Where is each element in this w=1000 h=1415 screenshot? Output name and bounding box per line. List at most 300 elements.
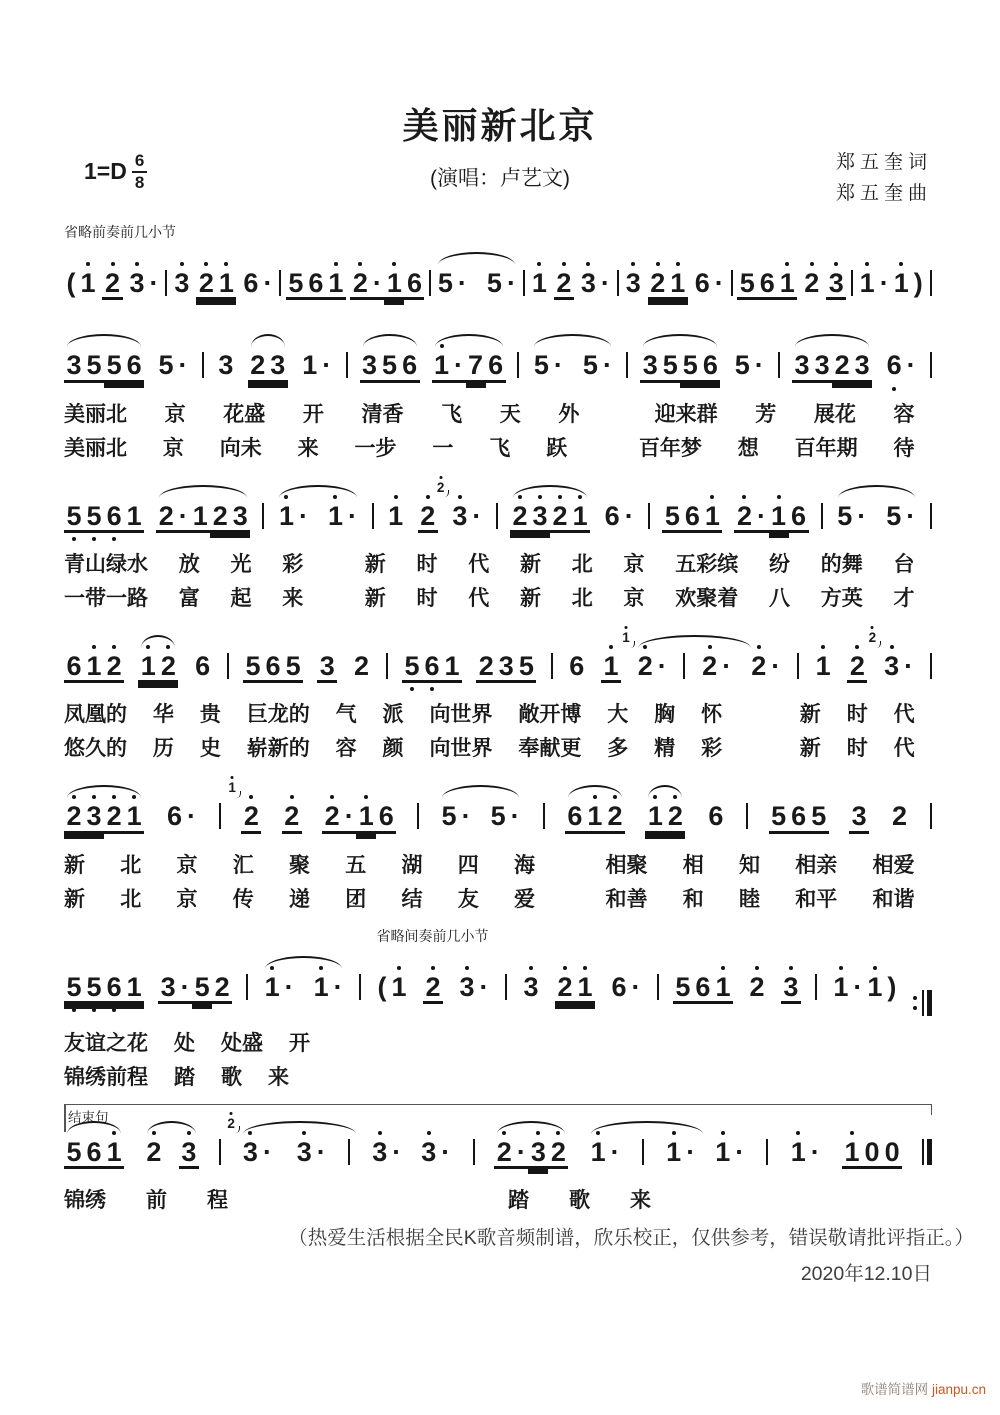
lyric-syllable: 开 <box>302 402 324 426</box>
note-group <box>228 780 261 833</box>
note-group <box>567 652 587 680</box>
note: 1 <box>432 351 452 382</box>
lyric-syllable: 代 <box>893 703 915 727</box>
note-group <box>156 502 250 533</box>
note: 1 <box>588 1138 608 1166</box>
lyric-syllable: 凤凰的 <box>64 703 127 727</box>
note: 3 <box>578 269 598 297</box>
note: · <box>657 651 667 682</box>
lyric-syllable: 美丽北 <box>64 436 127 460</box>
lyric-syllable: 的舞 <box>820 553 863 577</box>
note: 2 <box>892 801 908 832</box>
notation-line <box>64 1111 932 1181</box>
note: ( <box>377 971 387 1002</box>
lyric-syllable: 北 <box>120 887 142 911</box>
note-group <box>831 973 899 1001</box>
note: 2 <box>156 502 176 533</box>
note: 3 <box>230 502 250 533</box>
note: 5 <box>809 802 829 833</box>
lyric-syllable: 百年梦 <box>638 436 702 460</box>
lyric-syllable: 容 <box>335 737 357 761</box>
note: · <box>149 268 159 298</box>
lyric-syllable: 来 <box>282 587 304 611</box>
note: 5 <box>84 502 104 533</box>
note: 1 <box>78 269 98 297</box>
note-group <box>317 652 337 683</box>
note-group <box>282 802 302 833</box>
note: ( <box>66 268 76 298</box>
barline <box>821 503 823 529</box>
notation-line <box>64 324 932 394</box>
coda-bracket <box>64 1104 932 1125</box>
note: · <box>754 350 764 381</box>
lyric-syllable: 锦绣前程 <box>64 1065 148 1089</box>
note: · <box>714 268 724 298</box>
lyric-syllable: 歌 <box>221 1065 242 1089</box>
barline <box>683 653 685 679</box>
lyric-syllable: 京 <box>164 402 186 426</box>
lyric-syllable: 颜 <box>382 737 404 761</box>
note: 3 <box>792 351 812 382</box>
note: 6 <box>486 351 506 382</box>
note-group <box>835 502 918 530</box>
note: · <box>262 1136 272 1167</box>
lyric-syllable: 歌 <box>569 1189 590 1213</box>
note: · <box>553 350 563 381</box>
note: 6 <box>306 269 326 300</box>
note: 3 <box>172 269 192 297</box>
note: · <box>506 268 516 298</box>
system-line <box>64 775 932 913</box>
note: · <box>348 500 357 531</box>
lyric-syllable: 团 <box>345 887 367 911</box>
note-group <box>521 973 541 1001</box>
note: 1 <box>769 502 789 533</box>
note: 2 <box>418 502 438 533</box>
lyric-syllable: 京 <box>623 553 645 577</box>
lyric-syllable: 新 <box>64 887 85 911</box>
barline <box>523 270 525 296</box>
lyric-syllable: 气 <box>335 703 357 727</box>
note: 5 <box>158 350 174 381</box>
note-group <box>165 802 199 830</box>
note: · <box>904 651 914 682</box>
note-group <box>510 502 590 533</box>
note: 2 <box>282 802 302 833</box>
lyric-syllable: 彩 <box>282 553 304 577</box>
note-group <box>439 802 522 830</box>
note: 1 <box>389 973 409 1001</box>
note: 1 <box>865 973 885 1001</box>
note-group <box>158 973 232 1004</box>
lyric-syllable: 怀 <box>701 703 723 727</box>
note-group <box>884 351 918 379</box>
note: 5 <box>283 652 303 683</box>
lyric-syllable: 方英 <box>820 587 863 611</box>
note: 5 <box>680 351 700 382</box>
lyric-syllable: 新 <box>520 553 541 577</box>
note: 5 <box>64 502 84 533</box>
lyrics-line <box>64 886 915 914</box>
note-group <box>64 502 144 533</box>
note: 5 <box>660 351 680 382</box>
lyric-syllable: 新 <box>364 553 386 577</box>
lyrics-line <box>64 1064 932 1092</box>
note: 3 <box>457 973 477 1001</box>
note: 1 <box>842 1138 862 1169</box>
lyric-syllable: 处 <box>174 1031 195 1055</box>
note: 3 <box>882 652 902 680</box>
note: 1 <box>891 269 911 297</box>
barline <box>359 974 361 1000</box>
song-title: 美丽新北京 <box>402 105 598 146</box>
note: 5 <box>402 652 422 683</box>
note: 1 <box>529 269 549 297</box>
lyric-syllable: 来 <box>630 1189 651 1213</box>
lyric-syllable: 悠久的 <box>64 737 127 761</box>
note: 2 <box>734 502 754 533</box>
note: 1 <box>104 1138 124 1169</box>
grace-note: 1 <box>228 780 236 796</box>
lyric-syllable: 海 <box>514 853 535 877</box>
note: 3 <box>268 351 288 382</box>
lyric-syllable: 派 <box>382 703 404 727</box>
note: 2 <box>635 652 655 680</box>
performer-credit: (演唱：卢艺文) <box>430 167 570 190</box>
barline <box>348 1139 350 1165</box>
note: 3 <box>360 351 380 382</box>
system-line <box>64 1104 932 1215</box>
note: · <box>298 500 308 531</box>
note-group <box>262 973 345 1001</box>
grace-note: 2 <box>436 479 445 495</box>
note: 5 <box>84 351 104 382</box>
lyric-syllable: 放 <box>178 553 200 577</box>
note-group <box>648 269 688 300</box>
barline <box>648 503 650 529</box>
note: 1 <box>325 502 345 530</box>
note: 6 <box>404 269 424 300</box>
barline <box>429 270 431 296</box>
note: 6 <box>104 502 124 533</box>
note: 3 <box>781 973 801 1004</box>
lyric-syllable: 精 <box>654 737 676 761</box>
grace-note: 2 <box>868 630 877 646</box>
note: 6 <box>195 651 211 682</box>
system-line <box>64 222 932 312</box>
note: 2 <box>64 802 84 833</box>
note: · <box>735 1136 745 1167</box>
note-group <box>601 652 621 683</box>
note: 6 <box>682 502 702 533</box>
note: 5 <box>886 500 902 531</box>
note: 6 <box>400 351 420 382</box>
lyric-syllable: 外 <box>558 402 580 426</box>
note: · <box>686 1136 696 1167</box>
transcription-note: （热爱生活根据全民K歌音频制谱，欣乐校正，仅供参考，错误敬请批评指正。） <box>288 1227 974 1249</box>
grace-note: 2 <box>227 1115 235 1131</box>
lyric-syllable: 来 <box>268 1065 289 1089</box>
note: · <box>853 971 863 1002</box>
note: · <box>602 350 612 381</box>
note: 1 <box>276 502 296 530</box>
note-group <box>700 652 783 680</box>
note-group <box>350 269 424 300</box>
notation-line <box>64 946 932 1024</box>
note: 2 <box>476 652 496 683</box>
lyric-syllable: 汇 <box>232 853 254 877</box>
note: 5 <box>84 973 104 1004</box>
note: 5 <box>64 973 84 1004</box>
note: 2 <box>494 1138 514 1169</box>
note: 2 <box>847 652 867 683</box>
note-group <box>640 351 720 382</box>
note: 3 <box>64 351 84 382</box>
lyric-syllable: 北 <box>571 553 593 577</box>
note: 3 <box>528 1138 548 1169</box>
note: · <box>461 801 471 832</box>
lyric-syllable: 知 <box>739 853 760 877</box>
note: 1 <box>570 502 590 533</box>
note-group <box>734 502 808 533</box>
note-group <box>792 351 872 382</box>
note-group <box>555 973 595 1004</box>
note-group <box>64 351 144 382</box>
lyric-syllable: 贵 <box>199 703 221 727</box>
barline <box>617 270 619 296</box>
lyric-syllable: 欢聚着 <box>675 587 739 611</box>
lyrics-line <box>64 401 915 429</box>
lyric-syllable: 台 <box>893 553 915 577</box>
note: ) <box>913 268 923 298</box>
note: 5 <box>243 652 263 683</box>
lyric-syllable: 花盛 <box>223 402 266 426</box>
lyric-syllable: 时 <box>416 587 438 611</box>
note: 6 <box>64 652 84 683</box>
note: · <box>600 268 610 298</box>
note: · <box>176 502 190 533</box>
note-group <box>673 973 733 1004</box>
note: 3 <box>623 269 643 297</box>
note: · <box>510 801 520 832</box>
lyric-syllable: 相聚 <box>605 853 648 877</box>
note: · <box>722 651 732 682</box>
lyric-syllable: 八 <box>769 587 790 611</box>
lyric-syllable: 容 <box>893 402 915 426</box>
note: 1 <box>326 269 346 300</box>
note: 1 <box>585 802 605 833</box>
final-barline <box>922 1139 932 1165</box>
note: 1 <box>384 269 404 300</box>
note: 3 <box>179 1138 199 1169</box>
barline <box>417 803 419 829</box>
lyric-syllable: 京 <box>176 853 198 877</box>
note: · <box>879 268 889 298</box>
lyric-syllable: 五 <box>345 853 367 877</box>
lyric-syllable: 迎来群 <box>654 402 718 426</box>
note: 1 <box>831 973 851 1001</box>
note: 1 <box>124 802 144 833</box>
note-group <box>842 1138 902 1169</box>
barline <box>202 352 204 378</box>
notation-systems <box>64 222 932 1227</box>
note-group <box>436 479 484 531</box>
note: 2 <box>158 652 178 683</box>
note: 2 <box>102 269 122 300</box>
note-group <box>102 269 122 300</box>
note: 2 <box>648 269 668 300</box>
note-group <box>578 269 612 297</box>
note-group <box>248 351 288 382</box>
lyric-syllable: 五彩缤 <box>675 553 739 577</box>
note: 3 <box>812 351 832 382</box>
notation-line <box>64 242 932 312</box>
note: 6 <box>789 502 809 533</box>
note: 3 <box>218 350 234 381</box>
note: 3 <box>826 269 846 300</box>
note: 1 <box>713 1138 733 1166</box>
section-label: 省略前奏前几小节 <box>64 224 176 240</box>
note-group <box>664 1138 747 1166</box>
note: 1 <box>713 973 733 1004</box>
note: 2 <box>144 1138 164 1166</box>
date: 2020年12.10日 <box>800 1263 932 1285</box>
note-group <box>144 1138 199 1169</box>
lyric-syllable: 来 <box>297 436 319 460</box>
lyric-syllable: 新 <box>799 737 821 761</box>
note: 6 <box>693 973 713 1004</box>
note-group <box>662 502 722 533</box>
lyrics-line <box>64 852 915 880</box>
barline <box>930 352 932 378</box>
note-group <box>276 502 359 530</box>
barline <box>930 270 932 296</box>
note-group <box>622 630 669 682</box>
note: 2 <box>554 269 574 300</box>
lyric-syllable: 结 <box>401 887 423 911</box>
note: 2 <box>548 1138 568 1169</box>
note-group <box>602 502 636 530</box>
system-line <box>64 324 932 462</box>
lyric-syllable: 芳 <box>755 402 777 426</box>
note: · <box>342 802 356 833</box>
note-group <box>890 802 910 830</box>
meter-numerator: 6 <box>132 152 147 173</box>
note: · <box>441 1136 451 1167</box>
note: 3 <box>84 802 104 833</box>
lyric-syllable: 相亲 <box>795 853 838 877</box>
note: 6 <box>700 351 720 382</box>
note: 3 <box>370 1138 390 1166</box>
note-group <box>216 351 236 379</box>
note: 5 <box>490 801 506 832</box>
note: · <box>755 502 769 533</box>
note: 1 <box>124 502 144 533</box>
note-group <box>172 269 192 297</box>
note: · <box>472 500 482 531</box>
note-group <box>375 973 409 1001</box>
note-group <box>435 269 518 297</box>
note: 1 <box>664 1138 684 1166</box>
note: 6 <box>757 269 777 300</box>
section-label: 省略间奏前几小节 <box>376 927 489 944</box>
note: · <box>514 1138 528 1169</box>
lyric-syllable: 友谊之花 <box>64 1031 148 1055</box>
note-group <box>692 269 726 297</box>
note-group <box>747 973 767 1001</box>
barline <box>165 270 167 296</box>
barline <box>642 1139 644 1165</box>
note-group <box>196 269 236 300</box>
note-group <box>300 351 334 379</box>
note: 3 <box>294 1138 314 1166</box>
note: 1 <box>777 269 797 300</box>
watermark-site-name: 歌谱简谱网 <box>860 1382 929 1397</box>
lyric-syllable: 待 <box>893 436 915 460</box>
note-group <box>423 973 443 1004</box>
note-group <box>294 1138 328 1166</box>
note-group <box>127 269 161 297</box>
note: 2 <box>550 502 570 533</box>
note: · <box>284 971 294 1002</box>
lyric-syllable: 向未 <box>219 436 262 460</box>
lyric-syllable: 京 <box>162 436 184 460</box>
note: 2 <box>665 802 685 833</box>
note: · <box>187 801 197 832</box>
lyric-syllable: 想 <box>737 436 759 460</box>
note: · <box>316 1136 326 1167</box>
note: 1 <box>216 269 236 300</box>
note: 1 <box>601 652 621 683</box>
notation-line <box>64 775 932 845</box>
note-group <box>64 802 144 833</box>
note: 5 <box>441 801 457 832</box>
note-group <box>645 802 685 833</box>
note: 2 <box>510 502 530 533</box>
lyric-syllable: 起 <box>230 587 252 611</box>
lyric-syllable: 和 <box>682 887 704 911</box>
note: 1 <box>311 973 331 1001</box>
lyric-syllable: 史 <box>199 737 221 761</box>
lyric-syllable: 一步 <box>354 436 397 460</box>
note: 1 <box>442 652 462 683</box>
note-group <box>554 269 574 300</box>
lyric-syllable: 历 <box>152 737 174 761</box>
note: 2 <box>196 269 216 300</box>
note-group <box>418 502 438 533</box>
lyric-syllable: 新 <box>64 853 85 877</box>
barline <box>551 653 553 679</box>
barline <box>279 270 281 296</box>
barline <box>778 352 780 378</box>
lyric-syllable: 代 <box>468 587 490 611</box>
note: ) <box>887 971 897 1002</box>
notation-line <box>64 625 932 695</box>
note-group <box>386 502 406 530</box>
barline <box>219 803 221 829</box>
note-group <box>494 1138 568 1169</box>
note: 5 <box>104 351 124 382</box>
lyric-syllable: 敞开博 <box>518 703 582 727</box>
note: 1 <box>788 1138 808 1166</box>
note: 3 <box>640 351 660 382</box>
lyric-syllable: 时 <box>416 553 438 577</box>
note: · <box>178 973 192 1004</box>
barline <box>930 503 932 529</box>
note: 1 <box>645 802 665 833</box>
watermark-url-link[interactable]: jianpu.cn <box>931 1382 986 1397</box>
system-line <box>64 625 932 763</box>
